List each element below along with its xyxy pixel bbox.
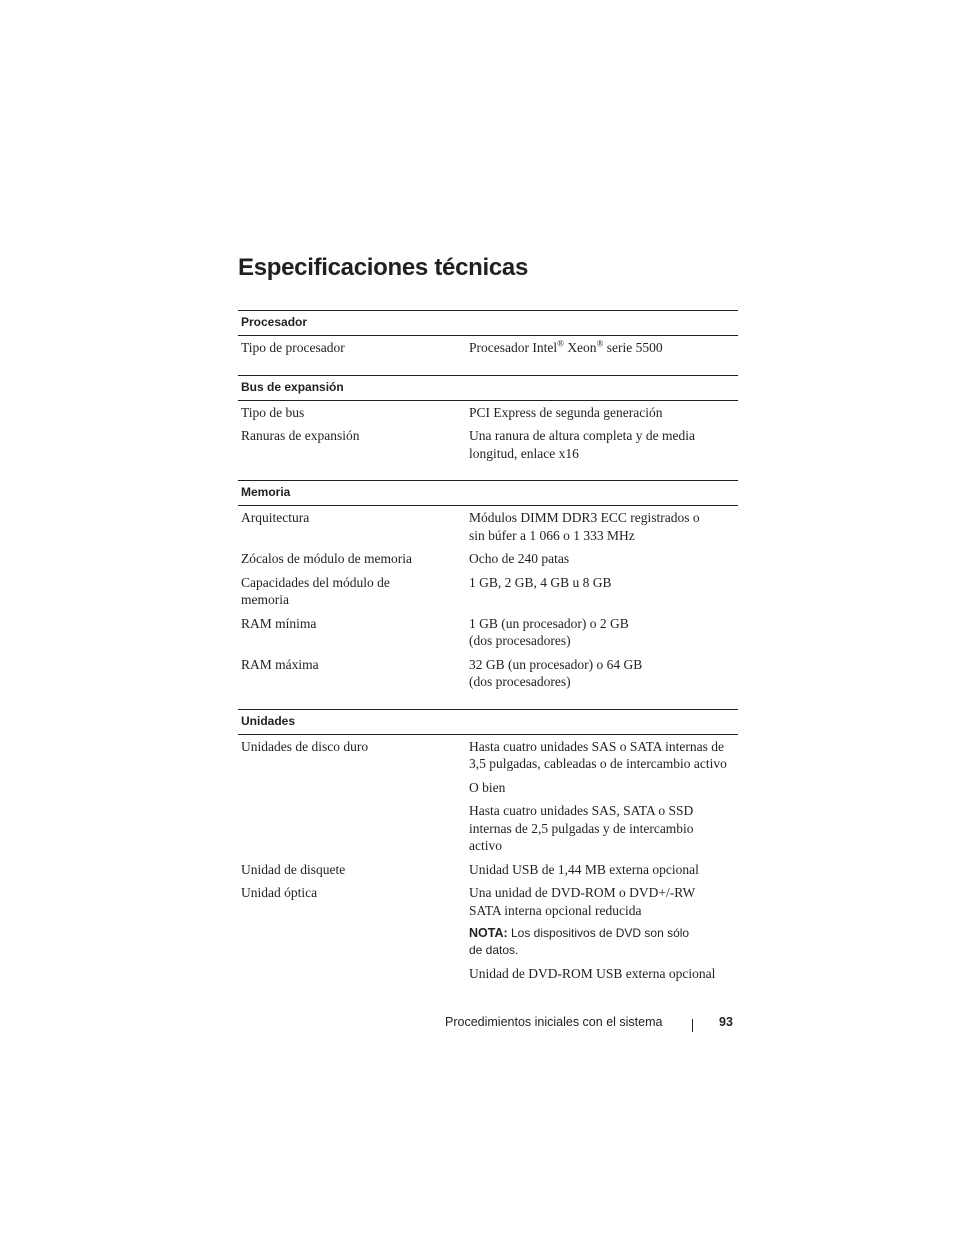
- spec-label: Zócalos de módulo de memoria: [241, 551, 412, 566]
- spec-value: Una ranura de altura completa y de media longitud, enlace x16: [469, 428, 696, 461]
- value-line: Unidad de DVD-ROM USB externa opcional: [469, 966, 716, 981]
- spec-label: Capacidades del módulo de memoria: [241, 574, 390, 607]
- spec-label: RAM máxima: [241, 656, 319, 672]
- page-title: Especificaciones técnicas: [238, 254, 528, 281]
- spec-value: 32 GB (un procesador) o 64 GB (dos procesadores): [469, 656, 643, 689]
- section-heading: Bus de expansión: [238, 375, 738, 401]
- spec-value: Ocho de 240 patas: [469, 551, 570, 566]
- registered-mark: ®: [596, 338, 604, 349]
- registered-mark: ®: [557, 338, 564, 349]
- spec-row: [238, 861, 738, 879]
- spec-row: [238, 574, 738, 609]
- spec-label: RAM mínima: [241, 615, 317, 631]
- note-label: NOTA:: [469, 926, 508, 940]
- spec-value: Unidad USB de 1,44 MB externa opcional: [469, 861, 699, 877]
- spec-row: [238, 509, 738, 544]
- spec-label: Ranuras de expansión: [241, 428, 360, 443]
- section-bus-expansion: [238, 375, 738, 463]
- spec-row: [238, 427, 738, 462]
- value-line: Hasta cuatro unidades SAS o SATA internas de 3,5 pulgadas, cableadas o de intercambio activo: [469, 738, 727, 771]
- footer-text: Procedimientos iniciales con el sistema: [445, 1015, 663, 1029]
- page-number: 93: [719, 1015, 733, 1029]
- spec-label: Unidad de disquete: [241, 861, 346, 877]
- section-memoria: [238, 480, 738, 691]
- spec-row: [238, 738, 738, 855]
- spec-value: 1 GB, 2 GB, 4 GB u 8 GB: [469, 574, 612, 590]
- section-unidades: [238, 709, 738, 983]
- spec-row: [238, 656, 738, 691]
- spec-label: Unidad óptica: [241, 885, 318, 900]
- spec-value: [469, 884, 738, 983]
- spec-value: [469, 738, 738, 855]
- spec-label: Unidades de disco duro: [241, 738, 369, 754]
- note: [469, 925, 704, 959]
- value-line: O bien: [469, 779, 506, 795]
- spec-value: Procesador Intel® Xeon® serie 5500: [469, 338, 663, 355]
- section-procesador: [238, 310, 738, 357]
- spec-row: [238, 339, 738, 357]
- section-heading: Procesador: [238, 310, 738, 336]
- spec-row: [238, 615, 738, 650]
- spec-value: PCI Express de segunda generación: [469, 404, 663, 420]
- section-heading: Memoria: [238, 480, 738, 506]
- spec-value: 1 GB (un procesador) o 2 GB (dos procesadores): [469, 615, 629, 648]
- spec-row: [238, 550, 738, 568]
- spec-label: Tipo de bus: [241, 404, 305, 420]
- footer-separator: [692, 1019, 693, 1032]
- value-line: Hasta cuatro unidades SAS, SATA o SSD internas de 2,5 pulgadas y de intercambio activo: [469, 803, 694, 853]
- spec-label: Arquitectura: [241, 510, 310, 525]
- section-heading: Unidades: [238, 709, 738, 735]
- note-text: Los dispositivos de DVD son sólo de datos.: [469, 926, 690, 957]
- spec-label: Tipo de procesador: [241, 340, 345, 355]
- spec-row: [238, 884, 738, 983]
- spec-value: Módulos DIMM DDR3 ECC registrados o sin búfer a 1 066 o 1 333 MHz: [469, 510, 700, 543]
- value-line: Una unidad de DVD-ROM o DVD+/-RW SATA interna opcional reducida: [469, 885, 695, 918]
- spec-row: [238, 404, 738, 422]
- spec-table: [238, 310, 738, 1001]
